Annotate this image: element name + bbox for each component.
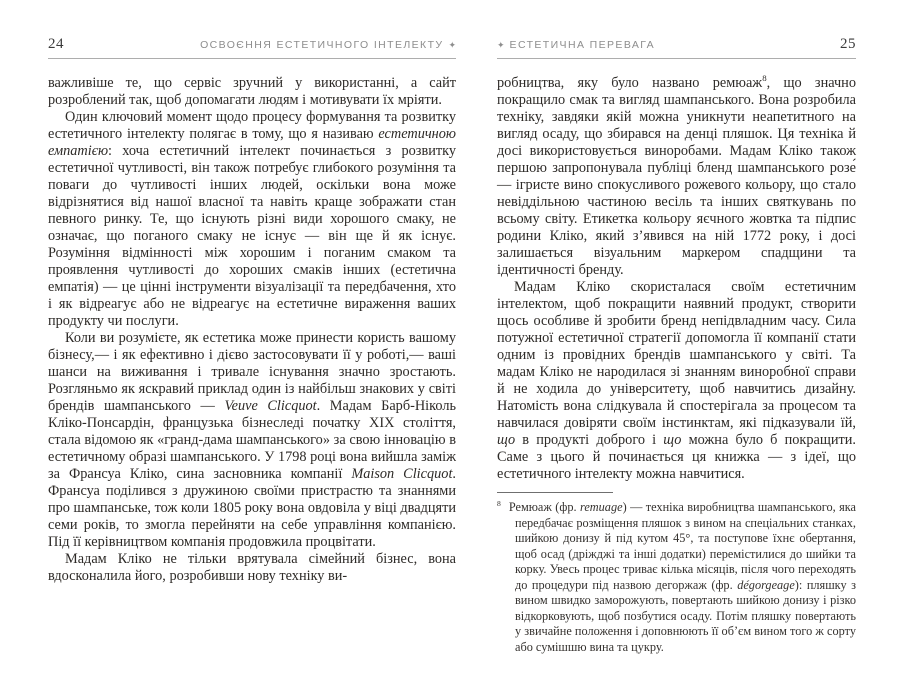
text-run: в продукті доброго і: [515, 432, 664, 448]
paragraph: [497, 279, 856, 483]
text-run: Мадам Кліко скористалася своїм естетичним інтелектом, щоб покращити наявний продукт, створити щось особливе й зробити бренд непідвладним часу. Сила потужної естетичної стратегії допомогла її компанії стати одним із провідних брендів шампанського у світі. Та мадам Кліко не народилася зі знанням виноробної справи й не ходила до університету, щоб навчитись дизайну. Натомість вона слідкувала й спостерігала за процесом та навчилася довіряти своїм інстинктам, які підказували їй,: [497, 279, 856, 431]
left-page-number: 24: [48, 36, 64, 52]
text-run: Коли ви розумієте, як естетика може принести користь вашому бізнесу,— і як ефективно і дієво застосовувати її у роботі,— ваші шанси на виживання і тривале існування значно зростають. Розгляньмо як яскравий приклад один із найбільш знакових у світі брендів шампанського —: [48, 330, 456, 414]
left-page-body: [48, 75, 456, 585]
text-run: ): пляшку з вином швидко заморожують, повертають шийкою донизу і різко відкорковують, щоб позбутися осаду. Потім пляшку повертають у звичайне положення і доповнюють її об’єм вином того ж сорту або сумішшю вина та цукру.: [515, 577, 857, 654]
text-run: . Мадам Барб-Ніколь Кліко-Понсардін, французька бізнеследі початку XIX століття, стала відомою як «гранд-дама шампанського» за свою інновацію в естетичному образі шампанського. У 1798 році вона вийшла заміж за Франсуа Кліко, сина засновника компанії: [48, 398, 456, 482]
text-run: важливіше те, що сервіс зручний у використанні, а сайт розроблений так, щоб допомагати людям і мотивувати їх мріяти.: [48, 75, 456, 108]
text-run: Ремюаж (фр.: [508, 500, 580, 514]
footnote-marker: 8: [497, 498, 501, 508]
italic-text-run: що: [497, 432, 516, 448]
footnote-section: [497, 492, 856, 655]
text-run: робництва, яку було названо ремюаж: [497, 75, 763, 91]
star-ornament-icon: ✦: [448, 40, 456, 50]
footnote-text: [497, 500, 856, 655]
right-header-text: ЕСТЕТИЧНА ПЕРЕВАГА: [509, 39, 656, 51]
text-run: можна було б покращити. Саме з цього й починається ця книжка — з ідеї, що естетичного інтелекту можна навчитися.: [497, 432, 856, 482]
star-ornament-icon: ✦: [497, 40, 505, 50]
paragraph: [497, 75, 856, 279]
left-header-title: [200, 39, 456, 51]
italic-text-run: що: [663, 432, 682, 448]
left-page: [48, 36, 456, 585]
paragraph: [48, 75, 456, 109]
footnote-reference: 8: [762, 73, 767, 84]
text-run: Мадам Кліко не тільки врятувала сімейний бізнес, вона вдосконалила його, розробивши нову техніку ви-: [48, 551, 456, 584]
right-running-header: [497, 36, 856, 59]
italic-text-run: dégorgeage: [737, 577, 795, 592]
right-page-number: 25: [840, 36, 856, 52]
text-run: ) — техніка виробництва шампанського, яка передбачає розміщення пляшок з вином на спеціальних станках, шийкою донизу й під кутом 45°, та поступове їхнє обертання, щоб осад (дріжджі та інші додатки) перемістилися до шийки та корку. Увесь процес триває кілька місяців, після чого переходять до процедури під назвою дегоржаж (фр.: [515, 500, 856, 592]
text-run: , що значно покращило смак та вигляд шампанського. Вона розробила техніку, завдяки якій можна уникнути неапетитного на вигляд осаду, що збирався на денці пляшок. Ця техніка й досі використовується виноробами. Мадам Кліко також першою запропонувала публіці бленд шампанського розе́ — ігристе вино спокусливого рожевого кольору, що стало невіддільною частиною весіль та інших святкувань по всьому світу. Етикетка кольору яєчного жовтка та підпис родини Кліко, який з’явився на ній 1772 року, і досі залишається візуальним маркером спадщини та ідентичності бренду.: [497, 75, 856, 278]
italic-text-run: Maison Clicquot: [351, 466, 453, 482]
footnote-body: [509, 500, 856, 654]
italic-text-run: естетичною емпатією: [48, 126, 456, 159]
right-header-title: [497, 39, 655, 51]
text-run: : хоча естетичний інтелект починається з розвитку естетичної чутливості, він також потребує глибокого розуміння та поваги до чутливості інших людей, оскільки вона може відрізнятися від нашої власної та навіть краще зображати стан певного ринку. Те, що існують різні види хорошого смаку, не означає, що поганого смаку не існує — він ще й як існує. Розуміння відмінності між хорошим і поганим смаком та проявлення чутливості до хороших смаків інших (естетична емпатія) — це цінні інструменти візуалізації та передбачення, хто і як відреагує або не відреагує на естетичне вираження ваших продукту чи послуги.: [48, 143, 456, 329]
paragraph: [48, 109, 456, 330]
right-page-body: [497, 75, 856, 483]
footnote-divider: [497, 492, 613, 493]
left-header-text: ОСВОЄННЯ ЕСТЕТИЧНОГО ІНТЕЛЕКТУ: [200, 39, 444, 51]
left-running-header: [48, 36, 456, 59]
right-page: [497, 36, 856, 655]
paragraph: [48, 551, 456, 585]
italic-text-run: Veuve Clicquot: [224, 398, 317, 414]
italic-text-run: remuage: [579, 500, 623, 514]
text-run: Один ключовий момент щодо процесу формування та розвитку естетичного інтелекту полягає в тому, що я називаю: [48, 109, 456, 142]
paragraph: [48, 330, 456, 551]
text-run: . Франсуа поділився з дружиною своїми пристрастю та знаннями про шампанське, тож коли 1805 року вона овдовіла у віці двадцяти семи років, то змогла перейняти на себе управління компанією. Під її керівництвом компанія продовжила процвітати.: [48, 466, 456, 550]
